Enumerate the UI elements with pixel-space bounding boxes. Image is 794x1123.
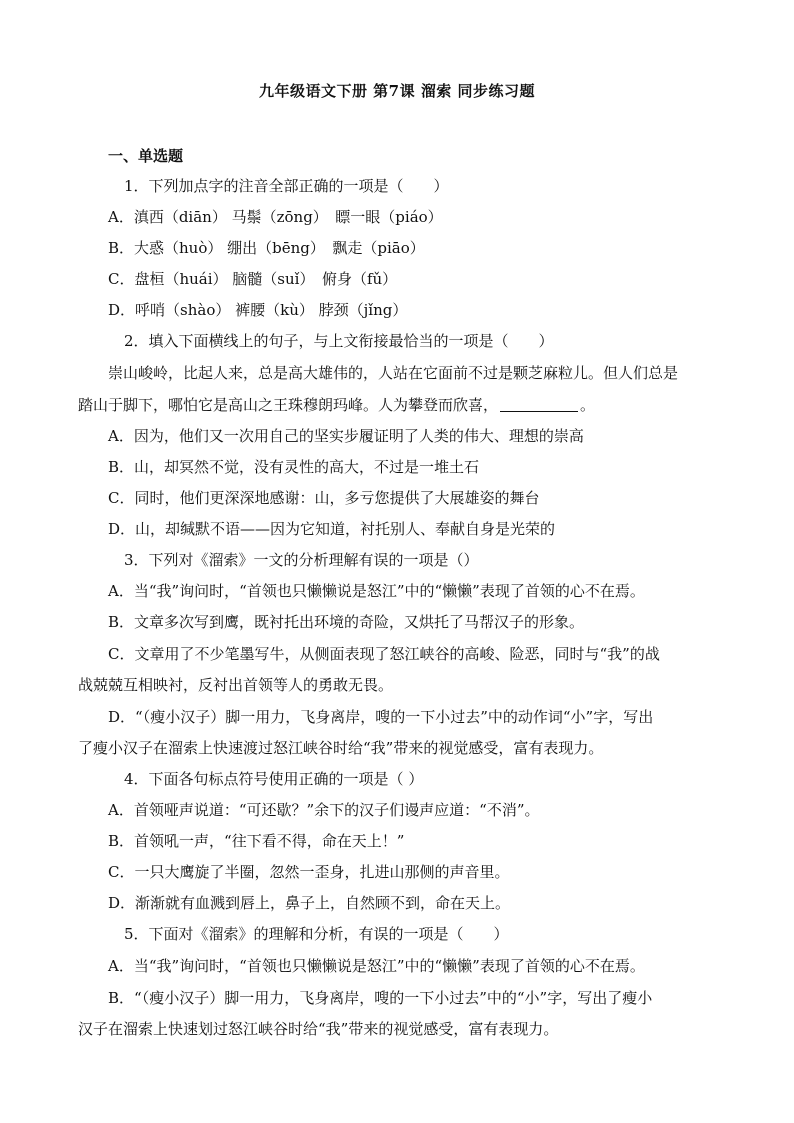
q4-option-a: A．首领哑声说道：“可还歇？”余下的汉子们谩声应道：“不消”。 — [108, 801, 540, 819]
q5-option-b-line2: 汉子在溜索上快速划过怒江峡谷时给“我”带来的视觉感受，富有表现力。 — [78, 1020, 559, 1038]
section-heading: 一、单选题 — [108, 147, 184, 165]
q3-option-c-line2: 战兢兢互相映衬，反衬出首领等人的勇敢无畏。 — [78, 676, 394, 694]
q1-option-d: D．呼哨（shào） 裤腰（kù） 脖颈（jǐng） — [108, 301, 408, 319]
q3-option-d-line1: D．“（瘦小汉子）脚一用力，飞身离岸，嗖的一下小过去”中的动作词“小”字，写出 — [108, 708, 654, 726]
q3-stem: 3．下列对《溜索》一文的分析理解有误的一项是（） — [124, 551, 479, 569]
q1-option-a: A．滇西（diān） 马鬃（zōng） 瞟一眼（piáo） — [108, 208, 443, 226]
q4-option-c: C．一只大鹰旋了半圈，忽然一歪身，扎进山那侧的声音里。 — [108, 863, 510, 881]
q2-passage-text: 踏山于脚下，哪怕它是高山之王珠穆朗玛峰。人为攀登而欣喜， — [78, 396, 499, 414]
page-title: 九年级语文下册 第7课 溜索 同步练习题 — [258, 82, 536, 100]
q3-option-a: A．当“我”询问时，“首领也只懒懒说是怒江”中的“懒懒”表现了首领的心不在焉。 — [108, 582, 645, 600]
q2-stem: 2．填入下面横线上的句子，与上文衔接最恰当的一项是（ ） — [124, 332, 554, 350]
q2-option-b: B．山，却冥然不觉，没有灵性的高大，不过是一堆土石 — [108, 458, 480, 476]
q2-passage-end: 。 — [580, 396, 596, 414]
q5-option-b-line1: B．“（瘦小汉子）脚一用力，飞身离岸，嗖的一下小过去”中的“小”字，写出了瘦小 — [108, 989, 653, 1007]
q4-stem: 4．下面各句标点符号使用正确的一项是（ ） — [124, 770, 424, 788]
q1-option-b: B．大惑（huò） 绷出（bēng） 飘走（piāo） — [108, 239, 425, 257]
q4-option-d: D．渐渐就有血溅到唇上，鼻子上，自然顾不到，命在天上。 — [108, 894, 511, 912]
q1-stem: 1．下列加点字的注音全部正确的一项是（ ） — [124, 177, 449, 195]
q2-option-d: D．山，却缄默不语——因为它知道，衬托别人、奉献自身是光荣的 — [108, 520, 556, 538]
q2-passage-line2 — [78, 395, 595, 415]
q3-option-d-line2: 了瘦小汉子在溜索上快速渡过怒江峡谷时给“我”带来的视觉感受，富有表现力。 — [78, 739, 604, 757]
q2-answer-blank — [500, 397, 578, 412]
q3-option-c-line1: C．文章用了不少笔墨写牛，从侧面表现了怒江峡谷的高峻、险恶，同时与“我”的战 — [108, 645, 660, 663]
q4-option-b: B．首领吼一声，“往下看不得，命在天上！” — [108, 832, 405, 850]
q5-stem: 5．下面对《溜索》的理解和分析，有误的一项是（ ） — [124, 925, 509, 943]
q1-option-c: C．盘桓（huái） 脑髓（suǐ） 俯身（fǔ） — [108, 270, 398, 288]
q2-option-c: C．同时，他们更深深地感谢：山，多亏您提供了大展雄姿的舞台 — [108, 489, 540, 507]
q3-option-b: B．文章多次写到鹰，既衬托出环境的奇险，又烘托了马帮汉子的形象。 — [108, 613, 585, 631]
q2-passage-line1: 崇山峻岭，比起人来，总是高大雄伟的，人站在它面前不过是颗芝麻粒儿。但人们总是 — [108, 364, 679, 382]
q2-option-a: A．因为，他们又一次用自己的坚实步履证明了人类的伟大、理想的崇高 — [108, 427, 584, 445]
q5-option-a: A．当“我”询问时，“首领也只懒懒说是怒江”中的“懒懒”表现了首领的心不在焉。 — [108, 957, 645, 975]
